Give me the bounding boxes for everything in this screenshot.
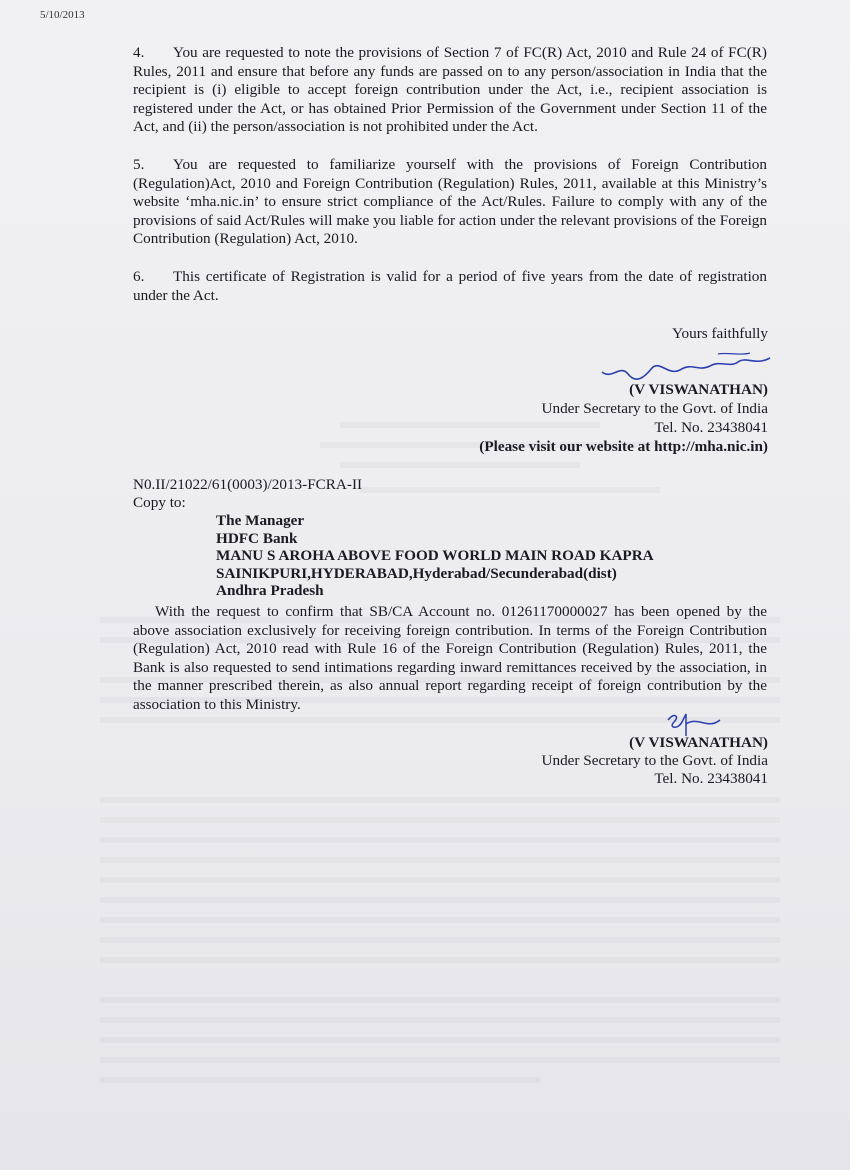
website-note: (Please visit our website at http://mha.nic.in) [479, 438, 768, 455]
paragraph-number: 5. [133, 156, 145, 173]
paragraph-number: 4. [133, 44, 145, 61]
paragraph-text: This certificate of Registration is valid for a period of five years from the date of registration under the Act. [133, 268, 767, 304]
paragraph-5 [133, 156, 767, 249]
signatory-designation-2: Under Secretary to the Govt. of India [541, 752, 768, 769]
paragraph-4 [133, 44, 767, 137]
paragraph-text: You are requested to note the provisions of Section 7 of FC(R) Act, 2010 and Rule 24 of FC(R) Rules, 2011 and ensure that before any funds are passed on to any person/association in India that the recipient is (i) eligible to accept foreign contribution under the Act, i.e., recipient association is registered under the Act, or has obtained Prior Permission of the Government under Section 11 of the Act, and (ii) the person/association is not prohibited under the Act. [133, 44, 767, 136]
signatory-tel-2: Tel. No. 23438041 [654, 770, 768, 787]
addressee-line: MANU S AROHA ABOVE FOOD WORLD MAIN ROAD KAPRA [216, 547, 654, 565]
addressee-line: The Manager [216, 512, 305, 529]
addressee-block [216, 512, 776, 600]
reference-number: N0.II/21022/61(0003)/2013-FCRA-II [133, 476, 363, 493]
salutation: Yours faithfully [672, 325, 768, 342]
signatory-tel: Tel. No. 23438041 [654, 419, 768, 436]
copy-to-label: Copy to: [133, 494, 186, 511]
signatory-name-2: (V VISWANATHAN) [629, 734, 768, 751]
addressee-line: HDFC Bank [216, 529, 298, 547]
bank-request-paragraph: With the request to confirm that SB/CA Account no. 01261170000027 has been opened by the above association exclusively for receiving foreign contribution. In terms of the Foreign Contribution (Regulation) Act, 2010 read with Rule 16 of the Foreign Contribution (Regulation) Rules, 2011, the Bank is also requested to send intimations regarding inward remittances received by the association, in the manner prescribed therein, as also annual report regarding receipt of foreign contribution by the association to this Ministry. [133, 603, 767, 713]
addressee-line: SAINIKPURI,HYDERABAD,Hyderabad/Secunderabad(dist) [216, 564, 617, 582]
print-date: 5/10/2013 [40, 9, 85, 21]
signature-icon [600, 350, 780, 384]
paragraph-number: 6. [133, 268, 145, 285]
signatory-designation: Under Secretary to the Govt. of India [541, 400, 768, 417]
paragraph-6 [133, 268, 767, 305]
addressee-line: Andhra Pradesh [216, 582, 324, 600]
signatory-name: (V VISWANATHAN) [629, 381, 768, 398]
paragraph-text: You are requested to familiarize yourself with the provisions of Foreign Contribution (Regulation)Act, 2010 and Foreign Contribution (Regulation) Rules, 2011, available at this Ministry’s website ‘mha.nic.in’ to ensure strict compliance of the Act/Rules. Failure to comply with any of the provisions of said Act/Rules will make you liable for action under the relevant provisions of the Foreign Contribution (Regulation) Act, 2010. [133, 156, 767, 248]
